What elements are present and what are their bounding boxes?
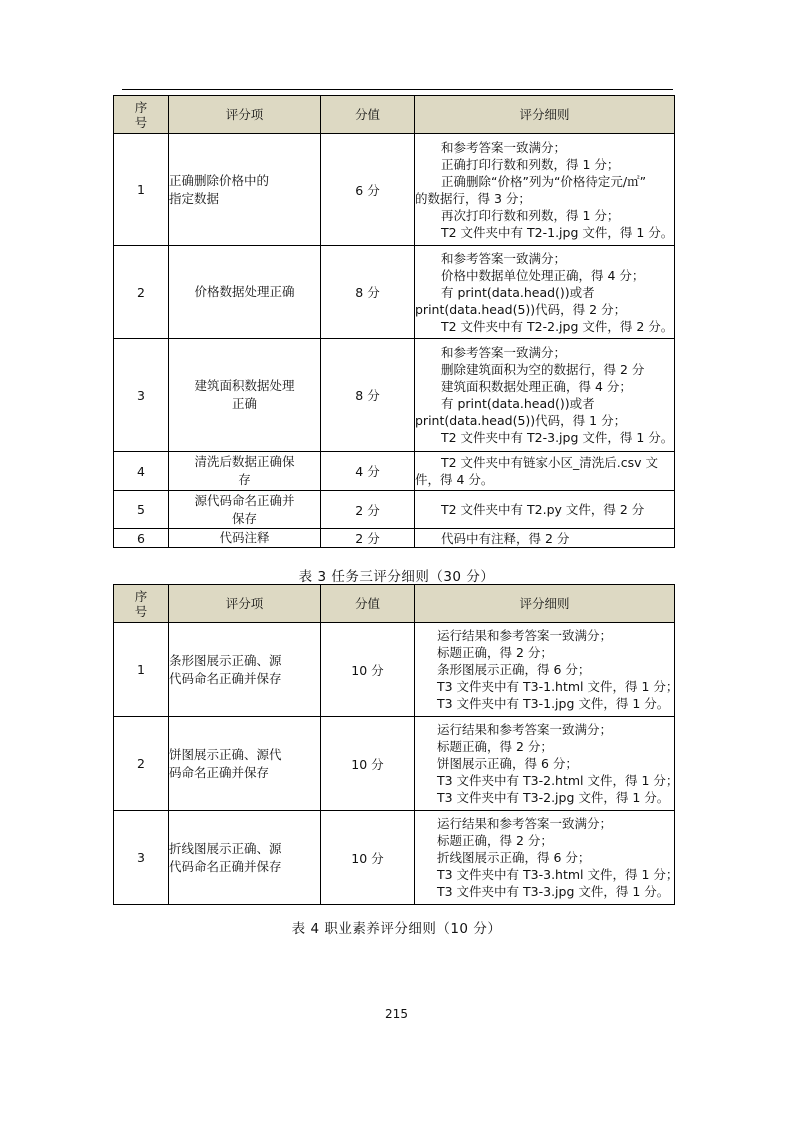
row-item: 正确删除价格中的 指定数据: [169, 134, 321, 246]
header-score: 分值: [321, 96, 415, 134]
row-detail: 运行结果和参考答案一致满分； 标题正确，得 2 分； 条形图展示正确，得 6 分； T3 文件夹中有 T3-1.html 文件，得 1 分； T3 文件夹中有 T3-1.jpg 文件，得 1 分。: [415, 623, 675, 717]
table-caption: 表 4 职业素养评分细则（10 分）: [291, 921, 502, 937]
row-detail: 运行结果和参考答案一致满分； 标题正确，得 2 分； 饼图展示正确，得 6 分； T3 文件夹中有 T3-2.html 文件，得 1 分； T3 文件夹中有 T3-2.jpg 文件，得 1 分。: [415, 717, 675, 811]
scoring-table-task2: [113, 95, 675, 548]
table-row: [114, 246, 675, 339]
row-item: 代码注释: [169, 529, 321, 548]
header-seq: 序 号: [114, 585, 169, 623]
row-number: 2: [114, 717, 169, 811]
row-item: 饼图展示正确、源代 码命名正确并保存: [169, 717, 321, 811]
table-row: [114, 717, 675, 811]
table-row: [114, 452, 675, 491]
table-row: [114, 623, 675, 717]
row-score: 6 分: [321, 134, 415, 246]
row-detail: T2 文件夹中有 T2.py 文件，得 2 分: [415, 491, 675, 529]
table-header-row: [114, 96, 675, 134]
page-number: 215: [385, 1007, 408, 1021]
row-number: 2: [114, 246, 169, 339]
row-score: 10 分: [321, 717, 415, 811]
header-detail: 评分细则: [415, 585, 675, 623]
row-item: 源代码命名正确并 保存: [169, 491, 321, 529]
row-item: 建筑面积数据处理 正确: [169, 339, 321, 452]
row-score: 10 分: [321, 811, 415, 905]
header-score: 分值: [321, 585, 415, 623]
row-detail: 和参考答案一致满分； 删除建筑面积为空的数据行，得 2 分 建筑面积数据处理正确，得 4 分； 有 print(data.head())或者 print(data.head(5))代码，得 1 分； T2 文件夹中有 T2-3.jpg 文件，得 1 分。: [415, 339, 675, 452]
row-score: 2 分: [321, 529, 415, 548]
row-number: 3: [114, 811, 169, 905]
row-score: 8 分: [321, 246, 415, 339]
header-rule: [122, 89, 673, 90]
row-score: 8 分: [321, 339, 415, 452]
header-item: 评分项: [169, 585, 321, 623]
header-item: 评分项: [169, 96, 321, 134]
row-score: 2 分: [321, 491, 415, 529]
row-detail: 和参考答案一致满分； 价格中数据单位处理正确，得 4 分； 有 print(data.head())或者 print(data.head(5))代码，得 2 分； T2 文件夹中有 T2-2.jpg 文件，得 2 分。: [415, 246, 675, 339]
row-detail: 代码中有注释，得 2 分: [415, 529, 675, 548]
row-number: 1: [114, 134, 169, 246]
table-row: [114, 339, 675, 452]
header-detail: 评分细则: [415, 96, 675, 134]
table-row: [114, 491, 675, 529]
table-row: [114, 811, 675, 905]
header-seq: 序 号: [114, 96, 169, 134]
row-item: 价格数据处理正确: [169, 246, 321, 339]
row-item: 清洗后数据正确保 存: [169, 452, 321, 491]
row-number: 6: [114, 529, 169, 548]
row-detail: 运行结果和参考答案一致满分； 标题正确，得 2 分； 折线图展示正确，得 6 分； T3 文件夹中有 T3-3.html 文件，得 1 分； T3 文件夹中有 T3-3.jpg 文件，得 1 分。: [415, 811, 675, 905]
table-caption: 表 3 任务三评分细则（30 分）: [298, 569, 495, 585]
table-row: [114, 529, 675, 548]
row-item: 条形图展示正确、源 代码命名正确并保存: [169, 623, 321, 717]
row-detail: 和参考答案一致满分； 正确打印行数和列数，得 1 分； 正确删除“价格”列为“价格待定元/㎡” 的数据行，得 3 分； 再次打印行数和列数，得 1 分； T2 文件夹中有 T2-1.jpg 文件，得 1 分。: [415, 134, 675, 246]
row-score: 4 分: [321, 452, 415, 491]
row-detail: T2 文件夹中有链家小区_清洗后.csv 文 件，得 4 分。: [415, 452, 675, 491]
table-header-row: [114, 585, 675, 623]
row-number: 3: [114, 339, 169, 452]
row-number: 1: [114, 623, 169, 717]
row-number: 5: [114, 491, 169, 529]
row-item: 折线图展示正确、源 代码命名正确并保存: [169, 811, 321, 905]
row-score: 10 分: [321, 623, 415, 717]
table-row: [114, 134, 675, 246]
scoring-table-task3: [113, 584, 679, 905]
row-number: 4: [114, 452, 169, 491]
